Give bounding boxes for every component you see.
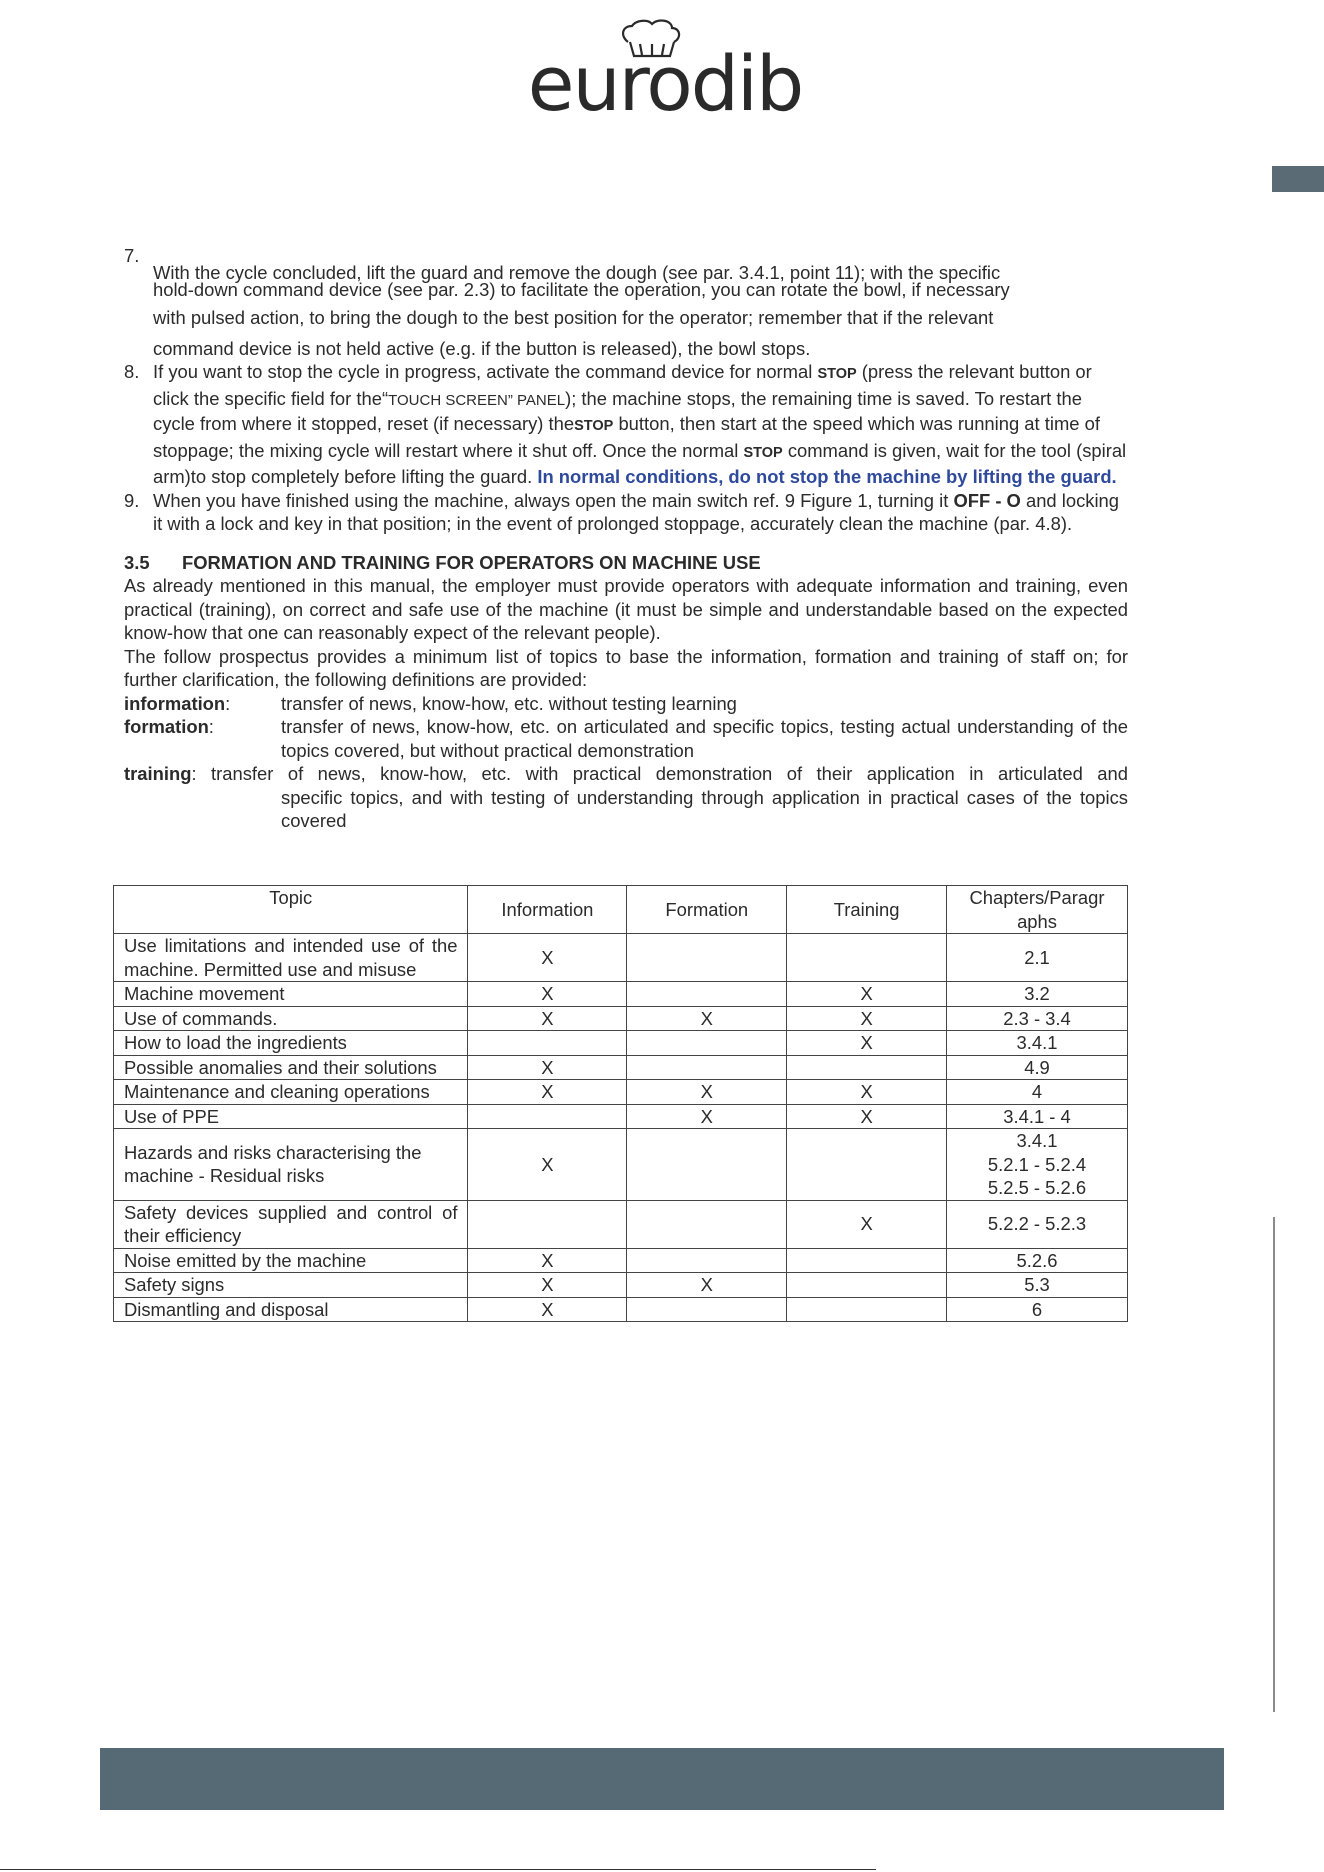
information-cell: X [468, 1055, 627, 1080]
topic-cell: Safety devices supplied and control of their efficiency [114, 1200, 468, 1248]
table-row [114, 1200, 1128, 1248]
information-cell: X [468, 1080, 627, 1105]
topic-cell: Maintenance and cleaning operations [114, 1080, 468, 1105]
table-row [114, 1104, 1128, 1129]
formation-cell [627, 1055, 787, 1080]
training-cell: X [787, 1200, 947, 1248]
formation-cell [627, 1200, 787, 1248]
chapters-cell: 5.2.6 [947, 1248, 1128, 1273]
list-item-7 [124, 244, 1128, 360]
definition-text: transfer of news, know-how, etc. with practical demonstration of their application in articulated and [211, 763, 1128, 784]
list-number: 9. [124, 489, 140, 511]
information-cell: X [468, 1129, 627, 1201]
formation-cell: X [627, 1104, 787, 1129]
chapters-cell: 2.3 - 3.4 [947, 1006, 1128, 1031]
side-rule [1273, 1217, 1275, 1712]
table-row [114, 1055, 1128, 1080]
topic-cell: Dismantling and disposal [114, 1297, 468, 1322]
table-row [114, 1248, 1128, 1273]
formation-cell [627, 982, 787, 1007]
definition-formation: formation: transfer of news, know-how, etc. on articulated and specific topics, testing actual understanding of the topics covered, but without practical demonstration [124, 716, 1128, 761]
eurodib-logo [510, 18, 820, 128]
list-number: 7. [124, 245, 140, 266]
information-cell [468, 1200, 627, 1248]
topic-cell: Use of PPE [114, 1104, 468, 1129]
topic-cell: Use of commands. [114, 1006, 468, 1031]
touch-screen-label: TOUCH SCREEN” PANEL [388, 391, 566, 409]
topic-cell: Noise emitted by the machine [114, 1248, 468, 1273]
definition-term: training [124, 763, 192, 784]
section-number: 3.5 [124, 551, 150, 573]
information-cell: X [468, 1248, 627, 1273]
column-header-training: Training [787, 886, 947, 934]
definitions-list [124, 692, 1128, 833]
topic-cell: Machine movement [114, 982, 468, 1007]
list-number: 8. [124, 361, 140, 382]
column-header-formation: Formation [627, 886, 787, 934]
logo-wordmark: eurodib [527, 39, 803, 128]
formation-cell [627, 1248, 787, 1273]
warning-text: In normal conditions, do not stop the machine by lifting the guard. [537, 466, 1117, 487]
column-header-information: Information [468, 886, 627, 934]
training-cell: X [787, 982, 947, 1007]
section-paragraph: The follow prospectus provides a minimum list of topics to base the information, formation and training of staff on; for further clarification, the following definitions are provided: [124, 645, 1128, 690]
definition-text: specific topics, and with testing of understanding through application in practical cases of the topics covered [281, 786, 1128, 831]
item-8-text: (press the relevant button or click the specific field for the“ [153, 361, 1092, 409]
item-7-line-1: With the cycle concluded, lift the guard and remove the dough (see par. 3.4.1, point 11); with the specific [153, 262, 1001, 283]
definition-term: formation [124, 716, 209, 737]
formation-cell [627, 934, 787, 982]
chapters-cell: 6 [947, 1297, 1128, 1322]
definition-text: transfer of news, know-how, etc. on articulated and specific topics, testing actual understanding of the topics covered, but without practical demonstration [281, 716, 1128, 761]
formation-cell [627, 1297, 787, 1322]
topic-cell: Possible anomalies and their solutions [114, 1055, 468, 1080]
item-9-text: When you have finished using the machine, always open the main switch ref. 9 Figure 1, turning it [153, 489, 954, 511]
information-cell [468, 1104, 627, 1129]
formation-cell: X [627, 1006, 787, 1031]
item-8-text: ); the machine stops, the remaining time is saved. To restart the cycle from where it stopped, reset (if necessary) the [153, 387, 1082, 434]
table-row [114, 1297, 1128, 1322]
formation-cell [627, 1031, 787, 1056]
chapters-cell: 3.4.1 - 4 [947, 1104, 1128, 1129]
table-row [114, 934, 1128, 982]
table-row [114, 1080, 1128, 1105]
chapters-cell: 5.3 [947, 1273, 1128, 1298]
item-8-text: command is given, wait for the tool (spiral arm)to stop completely before lifting the guard. [153, 439, 1127, 487]
information-cell: X [468, 1273, 627, 1298]
table-header-row [114, 886, 1128, 934]
section-heading [124, 551, 1128, 575]
chapters-cell: 3.2 [947, 982, 1128, 1007]
table-row [114, 982, 1128, 1007]
training-cell: X [787, 1031, 947, 1056]
footer-bar [100, 1748, 1224, 1810]
table-row [114, 1006, 1128, 1031]
table-row [114, 1031, 1128, 1056]
item-8-text: If you want to stop the cycle in progress, activate the command device for normal [153, 361, 818, 382]
chapters-cell: 2.1 [947, 934, 1128, 982]
topic-cell: Safety signs [114, 1273, 468, 1298]
information-cell: X [468, 934, 627, 982]
topic-cell: Use limitations and intended use of the machine. Permitted use and misuse [114, 934, 468, 982]
formation-cell: X [627, 1273, 787, 1298]
topic-cell: How to load the ingredients [114, 1031, 468, 1056]
definition-text: transfer of news, know-how, etc. without testing learning [281, 692, 737, 714]
item-8-text: button, then start at the speed which was running at time of stoppage; the mixing cycle will restart where it shut off. Once the normal [153, 413, 1100, 461]
training-cell [787, 1248, 947, 1273]
formation-cell [627, 1129, 787, 1201]
information-cell: X [468, 982, 627, 1007]
chapters-cell: 4.9 [947, 1055, 1128, 1080]
training-cell [787, 1273, 947, 1298]
topic-cell: Hazards and risks characterising the machine - Residual risks [114, 1129, 468, 1201]
training-cell [787, 1129, 947, 1201]
section-title: FORMATION AND TRAINING FOR OPERATORS ON MACHINE USE [182, 551, 761, 573]
item-9-text: and locking it with a lock and key in that position; in the event of prolonged stoppage, accurately clean the machine (par. 4.8). [153, 489, 1120, 534]
training-topics-table [113, 885, 1128, 1322]
chapters-cell: 3.4.1 [947, 1031, 1128, 1056]
information-cell: X [468, 1297, 627, 1322]
definition-training: training: transfer of news, know-how, etc. with practical demonstration of their application in articulated and specific topics, and with testing of understanding through application in practical cases of the topics covered [124, 763, 1128, 831]
chapters-cell: 5.2.2 - 5.2.3 [947, 1200, 1128, 1248]
item-7-line-2: hold-down command device (see par. 2.3) to facilitate the operation, you can rotate the bowl, if necessary [153, 279, 1010, 300]
training-cell [787, 1055, 947, 1080]
stop-label: STOP [743, 444, 783, 461]
training-cell [787, 1297, 947, 1322]
table-row [114, 1129, 1128, 1201]
definition-term: information [124, 692, 226, 714]
off-label: OFF - O [953, 489, 1021, 511]
list-item-8 [124, 360, 1128, 489]
definition-information: information: transfer of news, know-how, etc. without testing learning [124, 692, 737, 714]
training-cell: X [787, 1080, 947, 1105]
training-cell: X [787, 1006, 947, 1031]
formation-cell: X [627, 1080, 787, 1105]
item-7-line-3: with pulsed action, to bring the dough to the best position for the operator; remember that if the relevant [153, 307, 994, 328]
chapters-cell: 4 [947, 1080, 1128, 1105]
page-content [124, 244, 1128, 833]
bottom-rule [0, 1869, 876, 1870]
stop-label: STOP [574, 418, 614, 434]
chapters-cell: 3.4.1 5.2.1 - 5.2.4 5.2.5 - 5.2.6 [947, 1129, 1128, 1201]
section-paragraph: As already mentioned in this manual, the employer must provide operators with adequate information and training, even practical (training), on correct and safe use of the machine (it must be simple and understandable based on the expected know-how that one can reasonably expect of the relevant people). [124, 575, 1128, 643]
table-row [114, 1273, 1128, 1298]
stop-label: STOP [817, 366, 857, 382]
column-header-chapters: Chapters/Paragr aphs [947, 886, 1128, 934]
list-item-9 [124, 489, 1128, 536]
section-3-5 [124, 551, 1128, 833]
information-cell: X [468, 1006, 627, 1031]
training-cell: X [787, 1104, 947, 1129]
column-header-topic: Topic [114, 886, 468, 934]
information-cell [468, 1031, 627, 1056]
training-cell [787, 934, 947, 982]
side-tab [1272, 166, 1324, 192]
item-7-line-4: command device is not held active (e.g. if the button is released), the bowl stops. [153, 338, 811, 359]
